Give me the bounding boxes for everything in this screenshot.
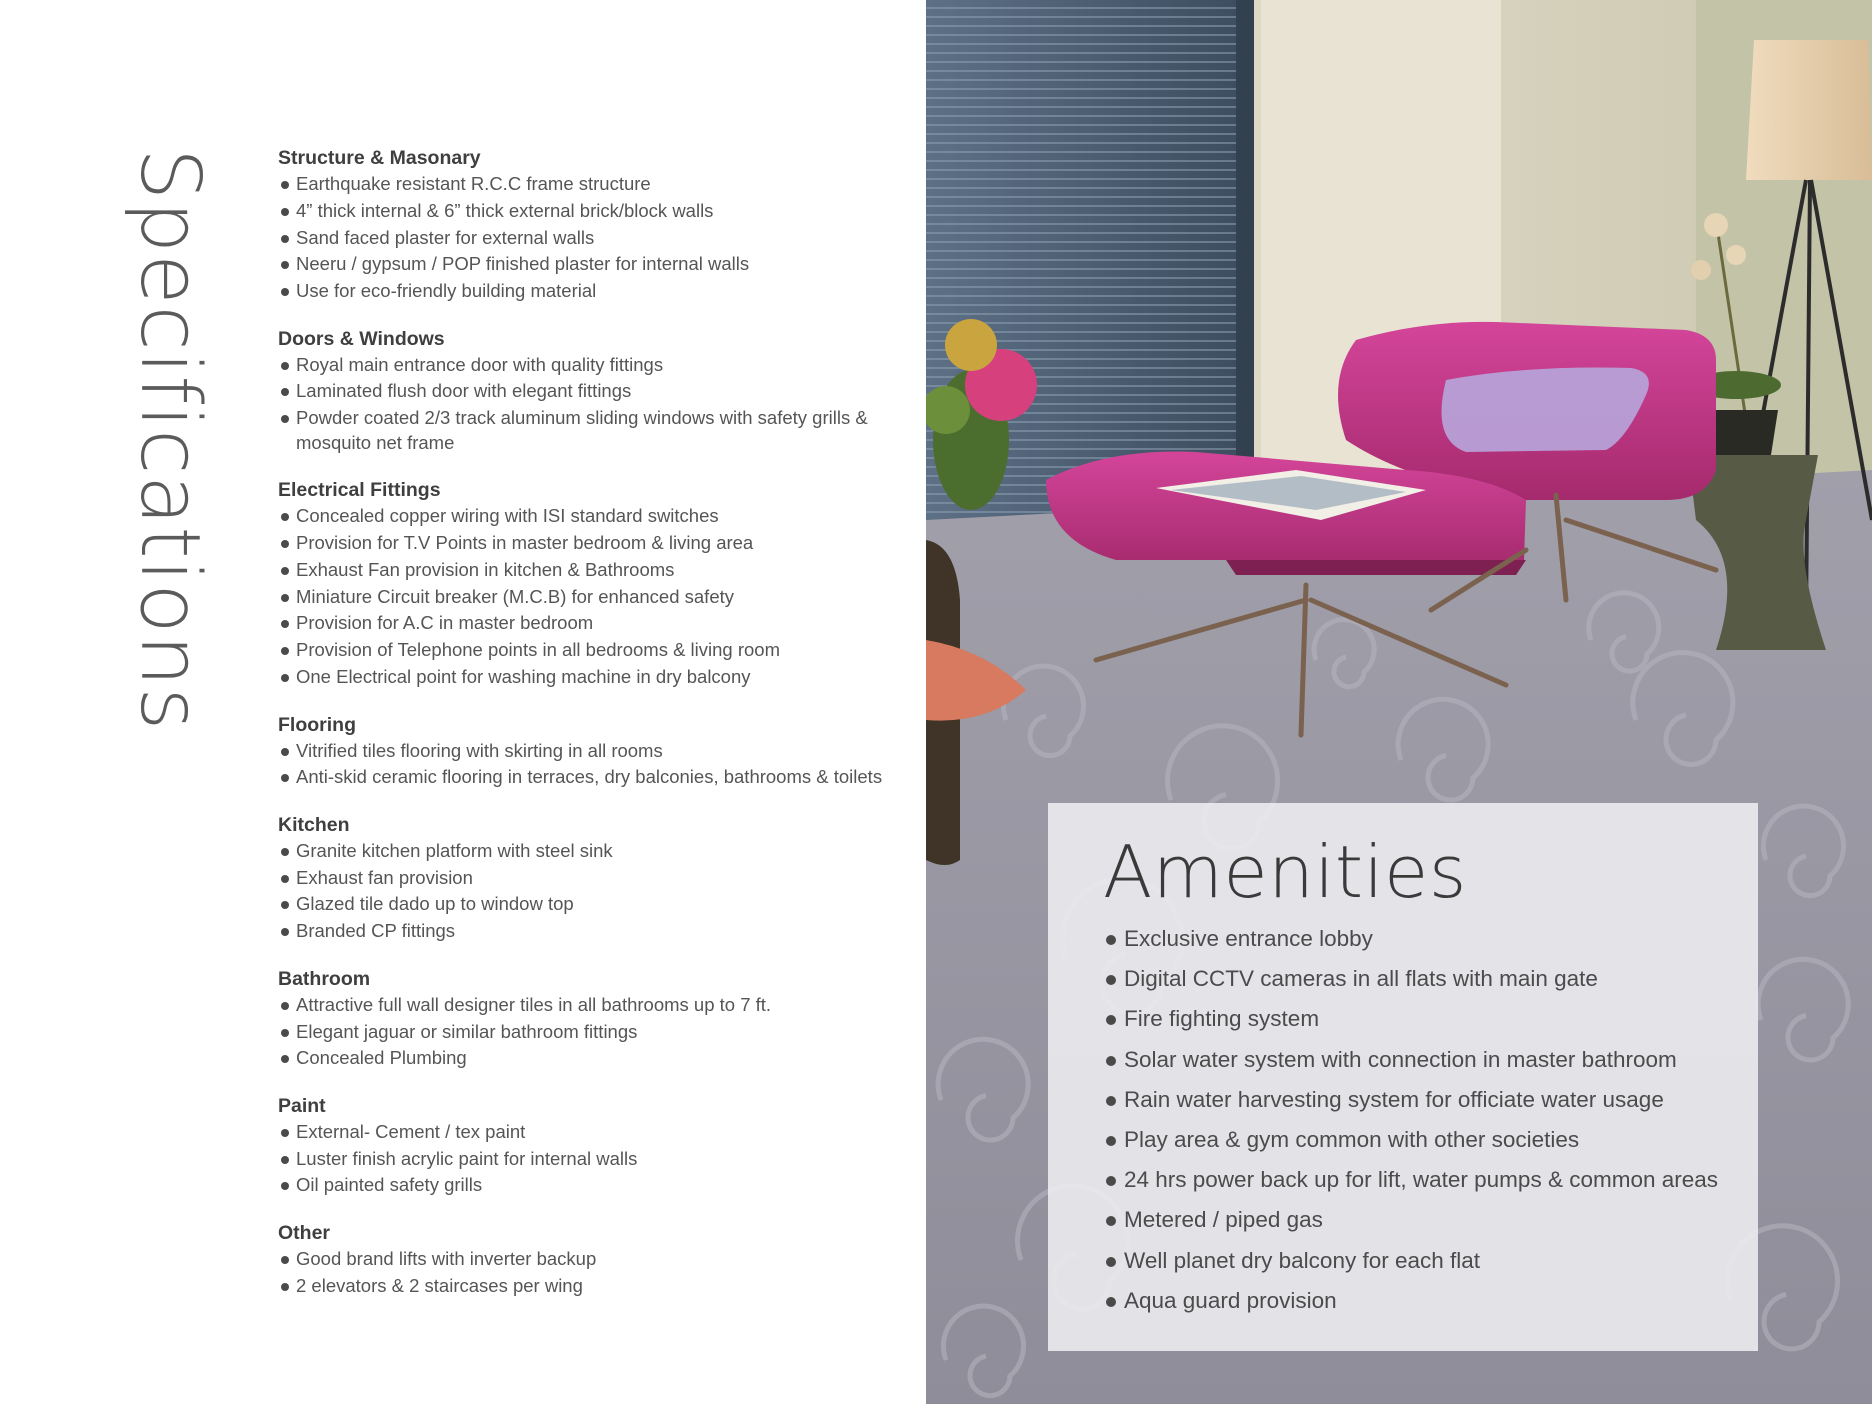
amenity-list-item: Exclusive entrance lobby [1104, 925, 1744, 953]
spec-list-item: Laminated flush door with elegant fittings [278, 379, 898, 404]
amenity-list-item: Solar water system with connection in master bathroom [1104, 1046, 1744, 1074]
spec-list-item: Miniature Circuit breaker (M.C.B) for enhanced safety [278, 585, 898, 610]
amenities-panel [1048, 803, 1758, 1351]
spec-section-heading: Electrical Fittings [278, 479, 441, 502]
spec-section-heading: Structure & Masonary [278, 147, 481, 169]
spec-list-item: Provision of Telephone points in all bedrooms & living room [278, 638, 898, 663]
spec-list-item: Use for eco-friendly building material [278, 279, 898, 304]
spec-list-item: Neeru / gypsum / POP finished plaster for internal walls [278, 252, 898, 277]
amenity-list-item: Aqua guard provision [1104, 1287, 1744, 1315]
spec-section [278, 966, 898, 1071]
specifications-page [0, 0, 926, 1404]
spec-list-item: Oil painted safety grills [278, 1173, 898, 1198]
amenity-list-item: Play area & gym common with other societies [1104, 1126, 1744, 1154]
spec-list-item: 4” thick internal & 6” thick external brick/block walls [278, 199, 898, 224]
spec-section-heading: Other [278, 1221, 331, 1244]
spec-section-heading: Paint [278, 1094, 326, 1117]
spec-list-item: Earthquake resistant R.C.C frame structure [278, 172, 898, 197]
spec-list-item: Branded CP fittings [278, 919, 898, 944]
spec-list-item: Exhaust Fan provision in kitchen & Bathrooms [278, 558, 898, 583]
spec-list-item: Good brand lifts with inverter backup [278, 1247, 898, 1272]
specifications-list [278, 145, 898, 1320]
spec-section-heading: Flooring [278, 713, 356, 736]
spec-list-item: Concealed copper wiring with ISI standard switches [278, 504, 898, 529]
spec-list-item: Attractive full wall designer tiles in all bathrooms up to 7 ft. [278, 993, 898, 1018]
specifications-title: Specifications [122, 148, 217, 732]
spec-list-item: Exhaust fan provision [278, 866, 898, 891]
spec-section [278, 812, 898, 944]
spec-section [278, 477, 898, 689]
spec-section-heading: Doors & Windows [278, 327, 445, 350]
spec-section-heading: Bathroom [278, 967, 371, 990]
amenities-title: Amenities [1103, 830, 1467, 914]
interior-photo [926, 0, 1872, 1404]
amenity-list-item: Well planet dry balcony for each flat [1104, 1247, 1744, 1275]
spec-section-heading: Kitchen [278, 813, 350, 836]
spec-list-item: Sand faced plaster for external walls [278, 226, 898, 251]
amenities-list [1104, 925, 1744, 1327]
amenity-list-item: 24 hrs power back up for lift, water pumps & common areas [1104, 1166, 1744, 1194]
spec-section [278, 326, 898, 456]
spec-list-item: Vitrified tiles flooring with skirting in all rooms [278, 739, 898, 764]
spec-list-item: One Electrical point for washing machine in dry balcony [278, 665, 898, 690]
spec-list-item: External- Cement / tex paint [278, 1120, 898, 1145]
amenity-list-item: Fire fighting system [1104, 1005, 1744, 1033]
spec-list-item: 2 elevators & 2 staircases per wing [278, 1274, 898, 1299]
spec-section [278, 1220, 898, 1298]
spec-list-item: Luster finish acrylic paint for internal walls [278, 1147, 898, 1172]
spec-list-item: Royal main entrance door with quality fittings [278, 353, 898, 378]
spec-list-item: Concealed Plumbing [278, 1046, 898, 1071]
spec-list-item: Powder coated 2/3 track aluminum sliding windows with safety grills & mosquito net frame [278, 406, 898, 455]
spec-section [278, 712, 898, 790]
spec-list-item: Provision for A.C in master bedroom [278, 611, 898, 636]
spec-list-item: Provision for T.V Points in master bedroom & living area [278, 531, 898, 556]
spec-list-item: Granite kitchen platform with steel sink [278, 839, 898, 864]
amenity-list-item: Digital CCTV cameras in all flats with main gate [1104, 965, 1744, 993]
amenity-list-item: Rain water harvesting system for officiate water usage [1104, 1086, 1744, 1114]
amenity-list-item: Metered / piped gas [1104, 1206, 1744, 1234]
spec-section [278, 1093, 898, 1198]
spec-section [278, 145, 898, 304]
spec-list-item: Anti-skid ceramic flooring in terraces, dry balconies, bathrooms & toilets [278, 765, 898, 790]
spec-list-item: Elegant jaguar or similar bathroom fittings [278, 1020, 898, 1045]
spec-list-item: Glazed tile dado up to window top [278, 892, 898, 917]
